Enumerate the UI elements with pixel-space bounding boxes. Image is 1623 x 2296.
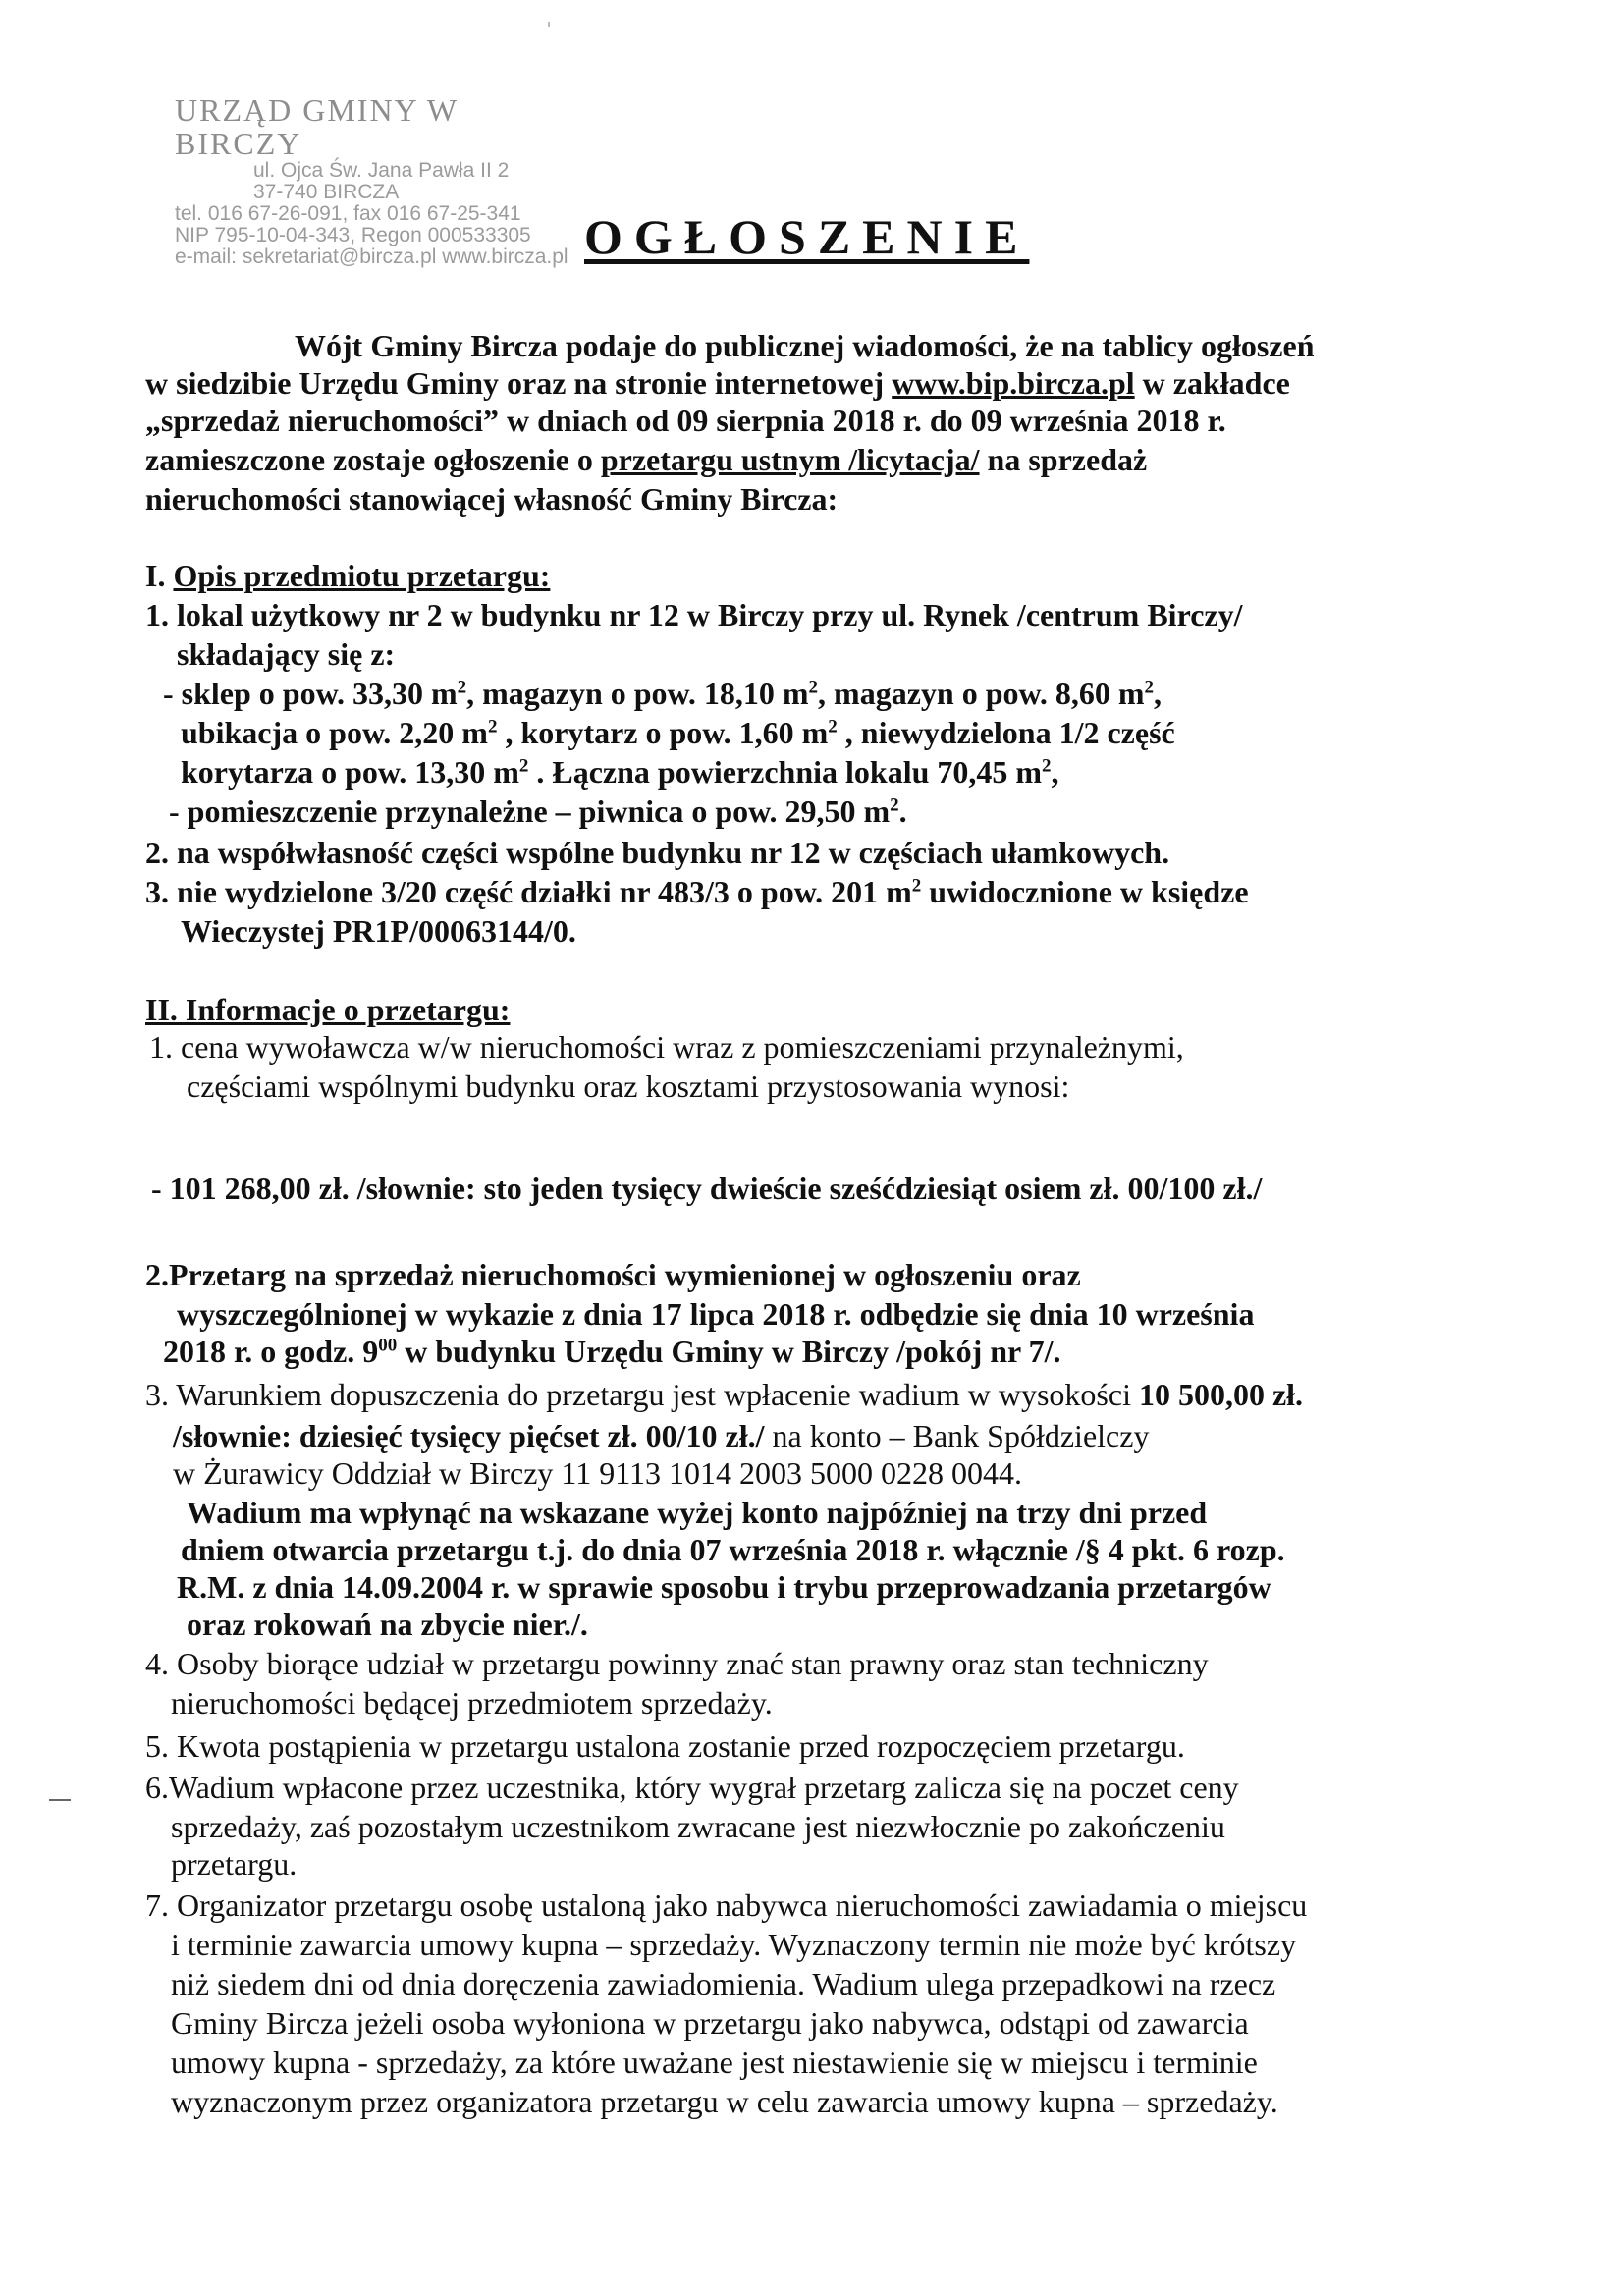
s1-item-1-line-1: 1. lokal użytkowy nr 2 w budynku nr 12 w Birczy przy ul. Rynek /centrum Birczy/ <box>145 597 1243 632</box>
s2-p3-line-4: Wadium ma wpłynąć na wskazane wyżej konto najpóźniej na trzy dni przed <box>187 1495 1208 1530</box>
intro-line-3: „sprzedaż nieruchomości” w dniach od 09 sierpnia 2018 r. do 09 września 2018 r. <box>145 403 1226 438</box>
s2-p7-line-6: wyznaczonym przez organizatora przetargu w celu zawarcia umowy kupna – sprzedaży. <box>171 2084 1278 2119</box>
superscript: 2 <box>1144 677 1154 698</box>
s2-p2-line-1: 2.Przetarg na sprzedaż nieruchomości wymienionej w ogłoszeniu oraz <box>145 1257 1081 1292</box>
superscript: 2 <box>487 716 498 738</box>
s1-item-1-line-4 <box>181 715 1175 750</box>
superscript: 2 <box>828 716 838 738</box>
superscript: 2 <box>518 755 529 777</box>
plot-text: 3. nie wydzielone 3/20 część działki nr 483/3 o pow. 201 m <box>145 874 912 909</box>
s2-p6-line-3: przetargu. <box>171 1846 298 1882</box>
superscript: 2 <box>808 677 819 698</box>
area-text: . <box>898 793 907 829</box>
s2-p5: 5. Kwota postąpienia w przetargu ustalona zostanie przed rozpoczęciem przetargu. <box>145 1728 1185 1764</box>
s2-p4-line-2: nieruchomości będącej przedmiotem sprzedaży. <box>171 1685 773 1721</box>
superscript: 2 <box>890 794 899 816</box>
area-text: korytarza o pow. 13,30 m <box>181 754 519 790</box>
document-title: OGŁOSZENIE <box>584 209 1030 264</box>
s2-p3-line-1 <box>145 1377 1303 1412</box>
intro-line-2 <box>145 365 1290 401</box>
s2-p6-line-2: sprzedaży, zaś pozostałym uczestnikom zwracane jest niezwłocznie po zakończeniu <box>171 1809 1225 1844</box>
area-text: , niewydzielona 1/2 część <box>837 715 1175 750</box>
stamp-email: e-mail: sekretariat@bircza.pl www.bircza.pl <box>175 246 568 269</box>
s2-p3-line-2 <box>173 1418 1149 1453</box>
intro-line-1: Wójt Gminy Bircza podaje do publicznej wiadomości, że na tablicy ogłoszeń <box>295 328 1315 363</box>
s2-p4-line-1: 4. Osoby biorące udział w przetargu powinny znać stan prawny oraz stan techniczny <box>145 1646 1209 1681</box>
superscript: 2 <box>911 875 922 897</box>
s2-p3-line-6: R.M. z dnia 14.09.2004 r. w sprawie sposobu i trybu przeprowadzania przetargów <box>177 1569 1271 1605</box>
stamp-phone: tel. 016 67-26-091, fax 016 67-25-341 <box>175 202 521 226</box>
s2-p3-line-5: dniem otwarcia przetargu t.j. do dnia 07 września 2018 r. włącznie /§ 4 pkt. 6 rozp. <box>181 1532 1285 1567</box>
s2-p3-line-7: oraz rokowań na zbycie nier./. <box>187 1607 588 1642</box>
s2-p7-line-5: umowy kupna - sprzedaży, za które uważane jest niestawienie się w miejscu i terminie <box>171 2045 1258 2080</box>
intro-text: w siedzibie Urzędu Gminy oraz na stronie internetowej <box>145 365 893 401</box>
s2-p7-line-4: Gminy Bircza jeżeli osoba wyłoniona w przetargu jako nabywca, odstąpi od zawarcia <box>171 2005 1249 2041</box>
bank-account: w Żurawicy Oddział w Birczy 11 9113 1014 2003 5000 0228 0044. <box>173 1455 1023 1491</box>
deposit-amount: 10 500,00 zł. <box>1138 1377 1304 1412</box>
s2-p1-line-1: 1. cena wywoławcza w/w nieruchomości wraz z pomieszczeniami przynależnymi, <box>149 1029 1184 1065</box>
auction-type: przetargu ustnym /licytacja/ <box>600 442 980 477</box>
section-2-heading: II. Informacje o przetargu: <box>145 992 511 1027</box>
s2-p2-line-2: wyszczególnionej w wykazie z dnia 17 lipca 2018 r. odbędzie się dnia 10 września <box>177 1296 1255 1332</box>
margin-mark <box>49 1799 71 1801</box>
area-text: , magazyn o pow. 18,10 m <box>466 676 809 711</box>
plot-text: uwidocznione w księdze <box>921 874 1249 909</box>
office-stamp <box>175 94 587 268</box>
s2-p2-line-3 <box>163 1334 1061 1369</box>
stamp-title: URZĄD GMINY W BIRCZY <box>175 92 459 161</box>
area-text: , <box>1051 754 1059 790</box>
superscript: 00 <box>378 1335 398 1356</box>
s1-item-3-line-1 <box>145 874 1249 909</box>
intro-text: zamieszczone zostaje ogłoszenie o <box>145 442 601 477</box>
s1-item-1-line-2: składający się z: <box>177 636 396 672</box>
intro-text: w zakładce <box>1134 365 1290 401</box>
intro-text: na sprzedaż <box>979 442 1148 477</box>
s2-p7-line-1: 7. Organizator przetargu osobę ustaloną jako nabywca nieruchomości zawiadamia o miejscu <box>145 1887 1308 1923</box>
s2-p7-line-3: niż siedem dni od dnia doręczenia zawiadomienia. Wadium ulega przepadkowi na rzecz <box>171 1966 1276 2001</box>
superscript: 2 <box>1042 755 1052 777</box>
s1-item-3-line-2: Wieczystej PR1P/00063144/0. <box>181 913 576 949</box>
time-text: 2018 r. o godz. 9 <box>163 1334 379 1369</box>
superscript: 2 <box>457 677 467 698</box>
time-text: w budynku Urzędu Gminy w Birczy /pokój nr 7/. <box>397 1334 1061 1369</box>
bank-text: na konto – Bank Spółdzielczy <box>764 1418 1150 1453</box>
s1-item-1-line-5 <box>181 754 1059 790</box>
stamp-nip: NIP 795-10-04-343, Regon 000533305 <box>175 224 531 247</box>
scan-mark <box>548 22 550 27</box>
s1-item-1-line-3 <box>163 676 1162 711</box>
area-text: - sklep o pow. 33,30 m <box>163 676 458 711</box>
stamp-postal: 37-740 BIRCZA <box>253 181 400 204</box>
stamp-address: ul. Ojca Św. Jana Pawła II 2 <box>253 159 510 183</box>
area-text: . Łączna powierzchnia lokalu 70,45 m <box>528 754 1043 790</box>
deposit-text: 3. Warunkiem dopuszczenia do przetargu jest wpłacenie wadium w wysokości <box>145 1377 1139 1412</box>
website-link[interactable]: www.bip.bircza.pl <box>892 365 1135 401</box>
area-text: ubikacja o pow. 2,20 m <box>181 715 488 750</box>
section-1-number: I. <box>145 558 174 593</box>
area-text: - pomieszczenie przynależne – piwnica o pow. 29,50 m <box>169 793 891 829</box>
area-text: , korytarz o pow. 1,60 m <box>497 715 829 750</box>
intro-line-4 <box>145 442 1147 477</box>
price-line: - 101 268,00 zł. /słownie: sto jeden tysięcy dwieście sześćdziesiąt osiem zł. 00/100 zł./ <box>151 1171 1263 1206</box>
deposit-words: /słownie: dziesięć tysięcy pięćset zł. 00/10 zł./ <box>173 1418 765 1453</box>
s1-item-2: 2. na współwłasność części wspólne budynku nr 12 w częściach ułamkowych. <box>145 835 1170 870</box>
section-1-heading <box>145 558 550 593</box>
s2-p6-line-1: 6.Wadium wpłacone przez uczestnika, który wygrał przetarg zalicza się na poczet ceny <box>145 1770 1239 1805</box>
section-1-title: Opis przedmiotu przetargu: <box>173 558 551 593</box>
area-text: , <box>1154 676 1162 711</box>
area-text: , magazyn o pow. 8,60 m <box>818 676 1145 711</box>
intro-line-5: nieruchomości stanowiącej własność Gminy Bircza: <box>145 481 839 517</box>
s1-item-1-line-6 <box>169 793 907 829</box>
s2-p1-line-2: częściami wspólnymi budynku oraz kosztami przystosowania wynosi: <box>187 1068 1070 1104</box>
s2-p7-line-2: i terminie zawarcia umowy kupna – sprzedaży. Wyznaczony termin nie może być krótszy <box>171 1927 1297 1962</box>
